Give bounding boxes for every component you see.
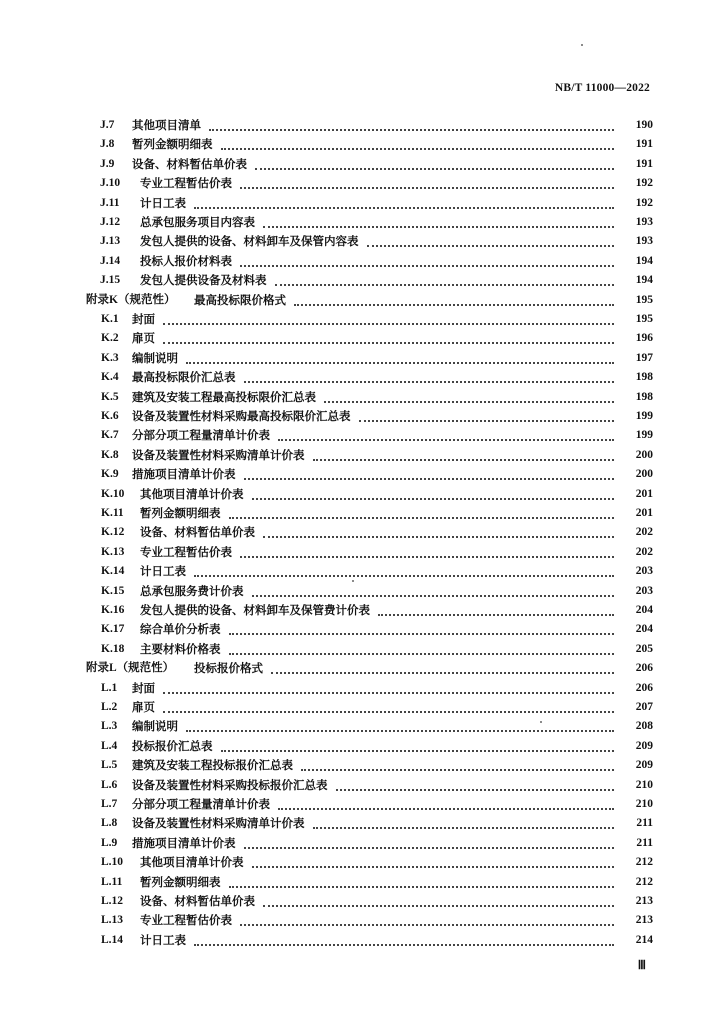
toc-entry[interactable] <box>0 582 724 600</box>
page-number: 209 <box>616 756 653 774</box>
section-number: L.3 <box>101 720 118 733</box>
toc-entry[interactable] <box>0 465 724 483</box>
entry-title: 最高投标限价汇总表 <box>132 368 240 386</box>
dot-leader <box>244 477 615 480</box>
page-number: 193 <box>616 213 653 231</box>
page-number: 196 <box>616 329 653 347</box>
section-number: K.14 <box>101 565 125 578</box>
entry-title: 分部分项工程量清单计价表 <box>132 426 274 444</box>
page-number: 209 <box>616 737 653 755</box>
dot-leader <box>240 186 614 189</box>
entry-title: 计日工表 <box>140 931 190 949</box>
toc-entry[interactable] <box>0 388 724 406</box>
dot-leader <box>252 497 615 500</box>
dot-leader <box>336 788 615 791</box>
section-number: L.7 <box>101 798 118 810</box>
page-number: 207 <box>616 698 653 716</box>
entry-title: 最高投标限价格式 <box>194 291 290 309</box>
appendix-label: 附录K（规范性） <box>86 293 176 306</box>
toc-entry[interactable] <box>0 543 724 561</box>
page-number: 200 <box>616 465 653 483</box>
dot-leader <box>229 652 615 655</box>
toc-entry[interactable] <box>0 601 724 619</box>
toc-entry[interactable] <box>0 407 724 425</box>
page-number: 205 <box>616 640 653 658</box>
entry-title: 分部分项工程量清单计价表 <box>132 795 274 813</box>
page-number: 202 <box>616 523 653 541</box>
page-number: 214 <box>616 931 653 949</box>
page-number: 212 <box>616 853 653 871</box>
section-number: L.10 <box>101 856 124 869</box>
section-number: K.12 <box>101 526 125 539</box>
section-number: L.1 <box>101 681 118 694</box>
section-number: L.5 <box>101 759 118 772</box>
dot-leader <box>324 400 614 403</box>
section-number: K.10 <box>101 487 125 500</box>
toc-entry[interactable] <box>0 892 724 910</box>
dot-leader <box>367 244 615 247</box>
toc-entry[interactable] <box>0 174 724 192</box>
page-number: 203 <box>616 562 653 580</box>
scan-speck <box>581 44 583 46</box>
page-number: 199 <box>616 407 653 425</box>
toc-entry[interactable] <box>0 717 724 735</box>
toc-entry[interactable] <box>0 562 724 580</box>
dot-leader <box>263 904 614 907</box>
page-number: 192 <box>616 174 653 192</box>
dot-leader <box>163 341 614 344</box>
page-number: 206 <box>616 659 653 677</box>
section-number: J.11 <box>100 196 120 209</box>
entry-title: 计日工表 <box>140 562 190 580</box>
dot-leader <box>229 632 615 635</box>
section-number: L.14 <box>101 933 124 946</box>
section-number: K.13 <box>101 545 125 558</box>
section-number: L.2 <box>101 701 118 713</box>
toc-entry[interactable] <box>0 291 724 309</box>
toc-entry[interactable] <box>0 659 724 677</box>
page-number: 193 <box>616 232 653 250</box>
scan-speck <box>540 721 542 723</box>
entry-title: 编制说明 <box>132 717 182 735</box>
toc-entry[interactable] <box>0 329 724 347</box>
dot-leader <box>194 574 614 577</box>
dot-leader <box>194 206 614 209</box>
entry-title: 暂列金额明细表 <box>140 504 225 522</box>
page-number: 211 <box>616 834 653 852</box>
entry-title: 发包人提供的设备、材料卸车及保管费计价表 <box>140 601 374 619</box>
dot-leader <box>271 671 614 674</box>
toc-entry[interactable] <box>0 814 724 832</box>
section-number: J.12 <box>100 216 121 228</box>
dot-leader <box>255 167 614 170</box>
entry-title: 投标报价格式 <box>194 659 267 677</box>
entry-title: 其他项目清单计价表 <box>140 485 248 503</box>
entry-title: 专业工程暂估价表 <box>140 174 236 192</box>
toc-entry[interactable] <box>0 795 724 813</box>
dot-leader <box>244 846 615 849</box>
dot-leader <box>240 264 614 267</box>
dot-leader <box>163 322 614 325</box>
section-number: J.15 <box>100 274 121 287</box>
toc-entry[interactable] <box>0 523 724 541</box>
entry-title: 设备及装置性材料采购清单计价表 <box>132 814 309 832</box>
toc-entry[interactable] <box>0 426 724 444</box>
toc-entry[interactable] <box>0 620 724 638</box>
entry-title: 扉页 <box>132 698 159 716</box>
dot-leader <box>278 438 614 441</box>
page-number: 210 <box>616 776 653 794</box>
dot-leader <box>244 380 615 383</box>
page-number: 199 <box>616 426 653 444</box>
dot-leader <box>313 826 615 829</box>
appendix-label: 附录L（规范性） <box>86 662 175 675</box>
dot-leader <box>163 691 614 694</box>
dot-leader <box>275 283 615 286</box>
entry-title: 总承包服务项目内容表 <box>140 213 259 231</box>
section-number: K.4 <box>101 371 119 384</box>
toc-entry[interactable] <box>0 446 724 464</box>
dot-leader <box>252 865 615 868</box>
entry-title: 编制说明 <box>132 349 182 367</box>
toc-entry[interactable] <box>0 679 724 697</box>
entry-title: 其他项目清单计价表 <box>140 853 248 871</box>
page-number: 203 <box>616 582 653 600</box>
entry-title: 封面 <box>132 310 159 328</box>
section-number: J.10 <box>100 177 121 190</box>
page-number: 194 <box>616 252 653 270</box>
dot-leader <box>301 768 614 771</box>
toc-entry[interactable] <box>0 271 724 289</box>
toc-entry[interactable] <box>0 853 724 871</box>
entry-title: 发包人提供设备及材料表 <box>140 271 271 289</box>
entry-title: 投标人报价材料表 <box>140 252 236 270</box>
page-number: 191 <box>616 135 653 153</box>
section-number: L.4 <box>101 739 118 752</box>
entry-title: 总承包服务费计价表 <box>140 582 248 600</box>
page-number: 191 <box>616 155 653 173</box>
toc-entry[interactable] <box>0 368 724 386</box>
entry-title: 主要材料价格表 <box>140 640 225 658</box>
entry-title: 措施项目清单计价表 <box>132 834 240 852</box>
entry-title: 建筑及安装工程投标报价汇总表 <box>132 756 297 774</box>
section-number: K.5 <box>101 390 119 403</box>
section-number: L.13 <box>101 914 124 927</box>
entry-title: 建筑及安装工程最高投标限价汇总表 <box>132 388 320 406</box>
page-number: 210 <box>616 795 653 813</box>
scan-speck <box>352 580 354 582</box>
entry-title: 专业工程暂估价表 <box>140 911 236 929</box>
entry-title: 设备、材料暂估单价表 <box>132 155 251 173</box>
section-number: K.8 <box>101 448 119 461</box>
section-number: K.2 <box>101 332 119 345</box>
entry-title: 暂列金额明细表 <box>132 135 217 153</box>
section-number: K.11 <box>101 507 124 519</box>
entry-title: 措施项目清单计价表 <box>132 465 240 483</box>
page-number: 201 <box>616 485 653 503</box>
toc-entry[interactable] <box>0 873 724 891</box>
page-number: 211 <box>616 814 653 832</box>
entry-title: 设备、材料暂估单价表 <box>140 892 259 910</box>
entry-title: 暂列金额明细表 <box>140 873 225 891</box>
toc-entry[interactable] <box>0 931 724 949</box>
toc-entry[interactable] <box>0 213 724 231</box>
toc-entry[interactable] <box>0 640 724 658</box>
dot-leader <box>194 943 614 946</box>
dot-leader <box>263 535 614 538</box>
section-number: J.7 <box>100 119 115 131</box>
toc-entry[interactable] <box>0 911 724 929</box>
dot-leader <box>221 147 615 150</box>
dot-leader <box>278 807 614 810</box>
dot-leader <box>252 594 615 597</box>
page-number: 197 <box>616 349 653 367</box>
document-code-header: NB/T 11000—2022 <box>554 82 650 94</box>
page-number: 204 <box>616 620 653 638</box>
entry-title: 设备、材料暂估单价表 <box>140 523 259 541</box>
toc-entry[interactable] <box>0 737 724 755</box>
entry-title: 设备及装置性材料采购投标报价汇总表 <box>132 776 332 794</box>
section-number: J.8 <box>100 138 115 151</box>
section-number: L.9 <box>101 836 118 849</box>
dot-leader <box>294 303 614 306</box>
toc-entry[interactable] <box>0 834 724 852</box>
toc-entry[interactable] <box>0 252 724 270</box>
section-number: K.17 <box>101 623 125 636</box>
entry-title: 计日工表 <box>140 194 190 212</box>
toc-entry[interactable] <box>0 135 724 153</box>
entry-title: 发包人提供的设备、材料卸车及保管内容表 <box>140 232 363 250</box>
entry-title: 专业工程暂估价表 <box>140 543 236 561</box>
toc-entry[interactable] <box>0 232 724 250</box>
entry-title: 综合单价分析表 <box>140 620 225 638</box>
section-number: J.13 <box>100 235 121 248</box>
page-number: 195 <box>616 291 653 309</box>
page-number: 204 <box>616 601 653 619</box>
section-number: L.6 <box>101 778 118 791</box>
section-number: K.7 <box>101 429 119 442</box>
dot-leader <box>240 555 614 558</box>
entry-title: 投标报价汇总表 <box>132 737 217 755</box>
page-number: 190 <box>616 116 653 134</box>
page-number: 213 <box>616 892 653 910</box>
section-number: K.1 <box>101 313 119 325</box>
section-number: K.6 <box>101 410 119 422</box>
dot-leader <box>240 923 614 926</box>
toc-entry[interactable] <box>0 155 724 173</box>
entry-title: 扉页 <box>132 329 159 347</box>
entry-title: 设备及装置性材料采购清单计价表 <box>132 446 309 464</box>
page-number: 198 <box>616 368 653 386</box>
section-number: J.9 <box>100 157 115 170</box>
dot-leader <box>313 458 615 461</box>
toc-entry[interactable] <box>0 776 724 794</box>
page-number: 198 <box>616 388 653 406</box>
page-number: 195 <box>616 310 653 328</box>
page-number: 202 <box>616 543 653 561</box>
dot-leader <box>229 885 615 888</box>
page-number-footer: Ⅲ <box>637 958 646 972</box>
toc-entry[interactable] <box>0 504 724 522</box>
toc-entry[interactable] <box>0 349 724 367</box>
page-number: 208 <box>616 717 653 735</box>
toc-entry[interactable] <box>0 310 724 328</box>
toc-entry[interactable] <box>0 194 724 212</box>
toc-entry[interactable] <box>0 116 724 134</box>
page-number: 194 <box>616 271 653 289</box>
section-number: K.3 <box>101 351 119 364</box>
toc-entry[interactable] <box>0 756 724 774</box>
page-number: 201 <box>616 504 653 522</box>
entry-title: 其他项目清单 <box>132 116 205 134</box>
dot-leader <box>359 419 615 422</box>
section-number: L.12 <box>101 895 124 907</box>
section-number: L.8 <box>101 817 118 830</box>
section-number: K.16 <box>101 604 125 616</box>
page-number: 213 <box>616 911 653 929</box>
toc-entry[interactable] <box>0 485 724 503</box>
dot-leader <box>186 361 614 364</box>
dot-leader <box>186 729 614 732</box>
dot-leader <box>221 749 615 752</box>
entry-title: 设备及装置性材料采购最高投标限价汇总表 <box>132 407 355 425</box>
dot-leader <box>163 710 614 713</box>
entry-title: 封面 <box>132 679 159 697</box>
page-number: 192 <box>616 194 653 212</box>
section-number: J.14 <box>100 254 121 267</box>
dot-leader <box>378 613 614 616</box>
section-number: K.9 <box>101 468 119 481</box>
toc-entry[interactable] <box>0 698 724 716</box>
dot-leader <box>229 516 615 519</box>
section-number: L.11 <box>101 875 123 888</box>
dot-leader <box>209 128 614 131</box>
dot-leader <box>263 225 614 228</box>
section-number: K.18 <box>101 642 125 655</box>
page-number: 206 <box>616 679 653 697</box>
page-number: 200 <box>616 446 653 464</box>
section-number: K.15 <box>101 584 125 597</box>
page-number: 212 <box>616 873 653 891</box>
